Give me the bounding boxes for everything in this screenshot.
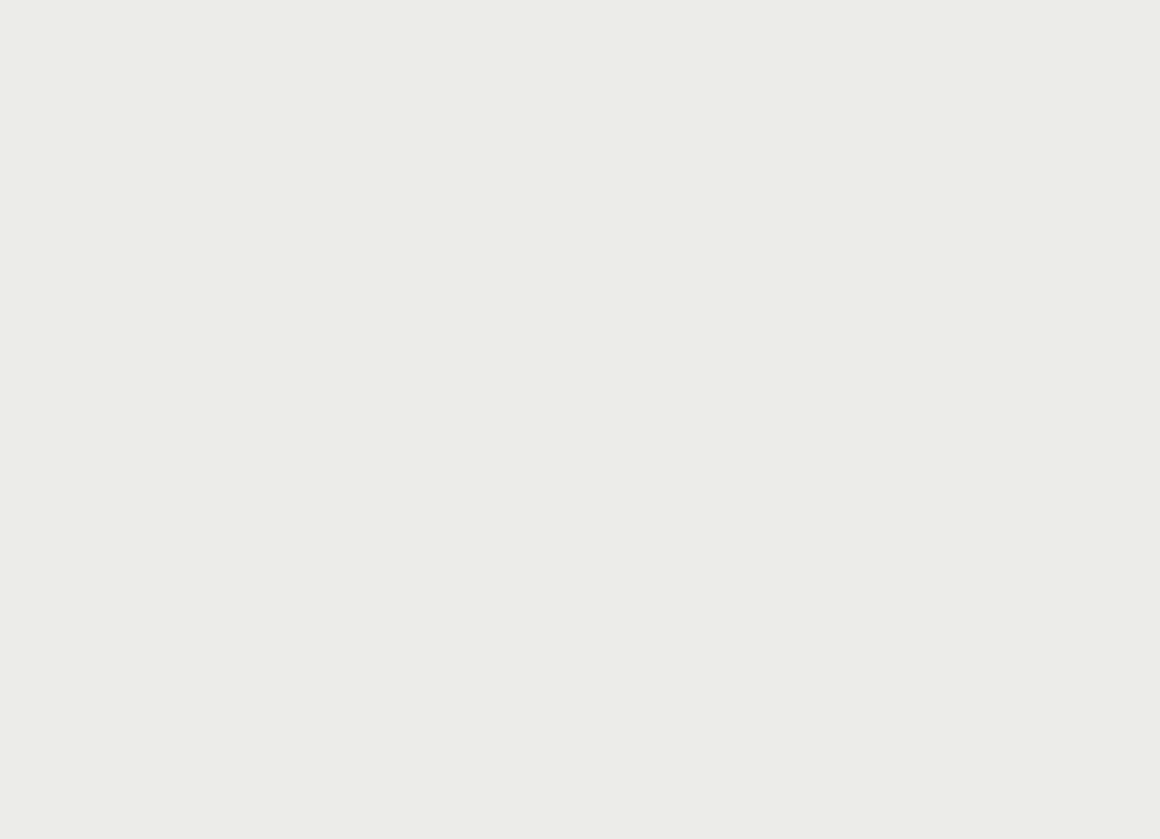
page-title [68,32,72,43]
